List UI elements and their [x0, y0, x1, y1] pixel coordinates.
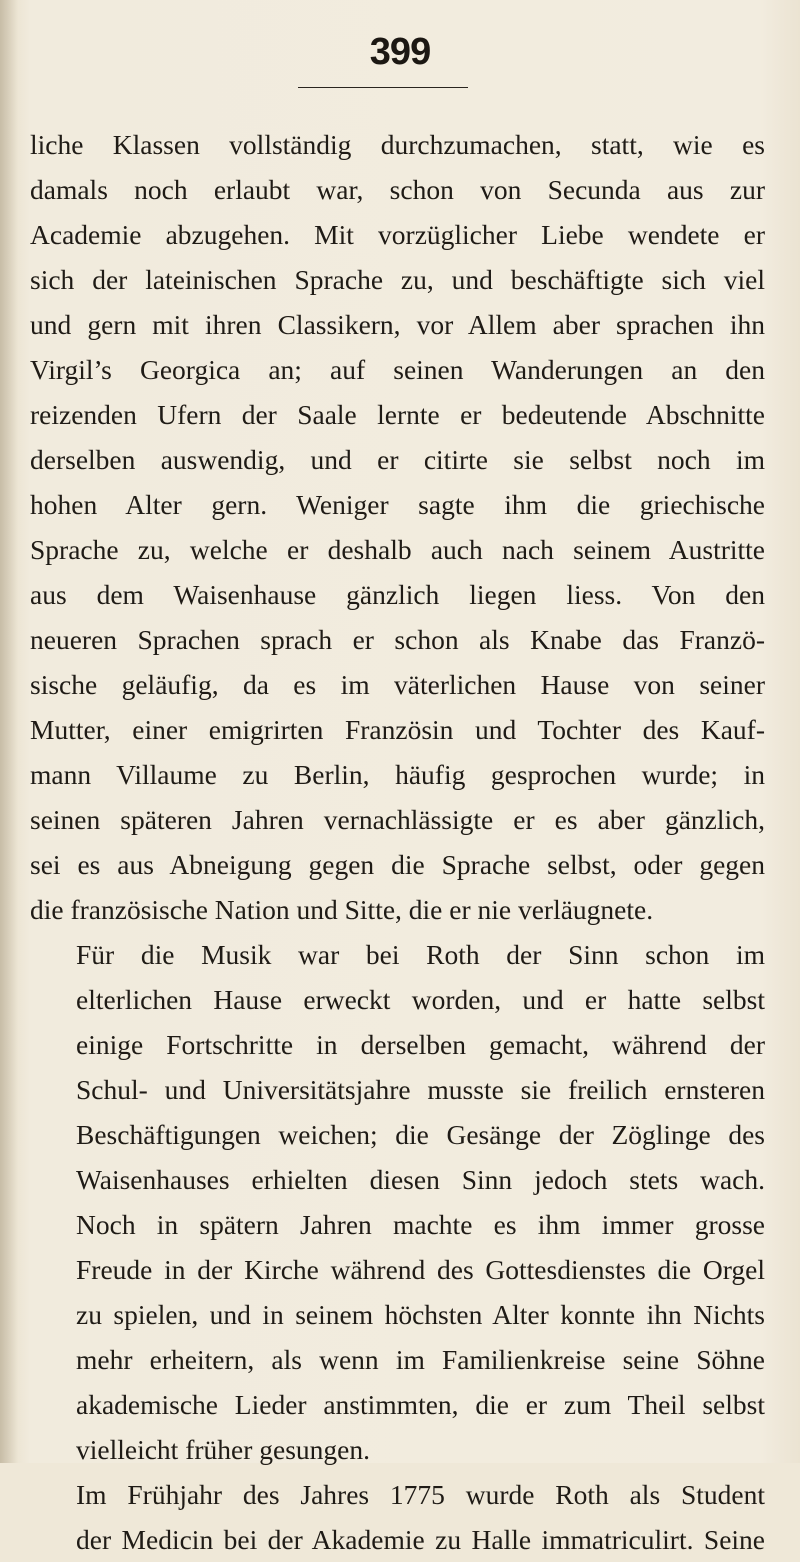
text-line-paragraph-start: Im Frühjahr des Jahres 1775 wurde Roth als Student — [76, 1479, 765, 1510]
text-line: seinen späteren Jahren vernachlässigte er es aber gänzlich, — [30, 804, 765, 835]
text-line: Sprache zu, welche er deshalb auch nach seinem Austritte — [30, 534, 765, 565]
text-line: mehr erheitern, als wenn im Familienkreise seine Söhne — [76, 1344, 765, 1375]
text-line: elterlichen Hause erweckt worden, und er hatte selbst — [76, 984, 765, 1015]
text-line: hohen Alter gern. Weniger sagte ihm die griechische — [30, 489, 765, 520]
text-line: Virgil’s Georgica an; auf seinen Wanderungen an den — [30, 354, 765, 385]
text-line: mann Villaume zu Berlin, häufig gesprochen wurde; in — [30, 759, 765, 790]
text-line: Mutter, einer emigrirten Französin und Tochter des Kauf- — [30, 714, 765, 745]
text-line-paragraph-end: die französische Nation und Sitte, die er nie verläugnete. — [30, 894, 654, 925]
text-line: der Medicin bei der Akademie zu Halle immatriculirt. Seine — [76, 1524, 765, 1555]
body-text — [30, 122, 765, 1562]
page-gutter-shadow — [0, 0, 18, 1463]
text-line: und gern mit ihren Classikern, vor Allem aber sprachen ihn — [30, 309, 765, 340]
text-line: Schul- und Universitätsjahre musste sie freilich ernsteren — [76, 1074, 765, 1105]
text-line-paragraph-end: vielleicht früher gesungen. — [76, 1434, 370, 1465]
text-line: neueren Sprachen sprach er schon als Knabe das Franzö- — [30, 624, 765, 655]
text-line: Freude in der Kirche während des Gottesdienstes die Orgel — [76, 1254, 765, 1285]
text-line: derselben auswendig, und er citirte sie selbst noch im — [30, 444, 765, 475]
page-number-rule — [298, 87, 468, 88]
text-line: liche Klassen vollständig durchzumachen, statt, wie es — [30, 129, 765, 160]
text-line: zu spielen, und in seinem höchsten Alter konnte ihn Nichts — [76, 1299, 765, 1330]
text-line: sei es aus Abneigung gegen die Sprache selbst, oder gegen — [30, 849, 765, 880]
text-line: Beschäftigungen weichen; die Gesänge der Zöglinge des — [76, 1119, 765, 1150]
text-line: reizenden Ufern der Saale lernte er bedeutende Abschnitte — [30, 399, 765, 430]
page-number: 399 — [369, 31, 431, 73]
text-line: Academie abzugehen. Mit vorzüglicher Liebe wendete er — [30, 219, 765, 250]
text-line: damals noch erlaubt war, schon von Secunda aus zur — [30, 174, 765, 205]
text-line: sische geläufig, da es im väterlichen Hause von seiner — [30, 669, 765, 700]
text-line: sich der lateinischen Sprache zu, und beschäftigte sich viel — [30, 264, 765, 295]
text-line: aus dem Waisenhause gänzlich liegen liess. Von den — [30, 579, 765, 610]
text-line-paragraph-start: Für die Musik war bei Roth der Sinn schon im — [76, 939, 765, 970]
text-line: akademische Lieder anstimmten, die er zum Theil selbst — [76, 1389, 765, 1420]
text-line: Noch in spätern Jahren machte es ihm immer grosse — [76, 1209, 765, 1240]
text-line: einige Fortschritte in derselben gemacht, während der — [76, 1029, 765, 1060]
text-line: Waisenhauses erhielten diesen Sinn jedoch stets wach. — [76, 1164, 765, 1195]
